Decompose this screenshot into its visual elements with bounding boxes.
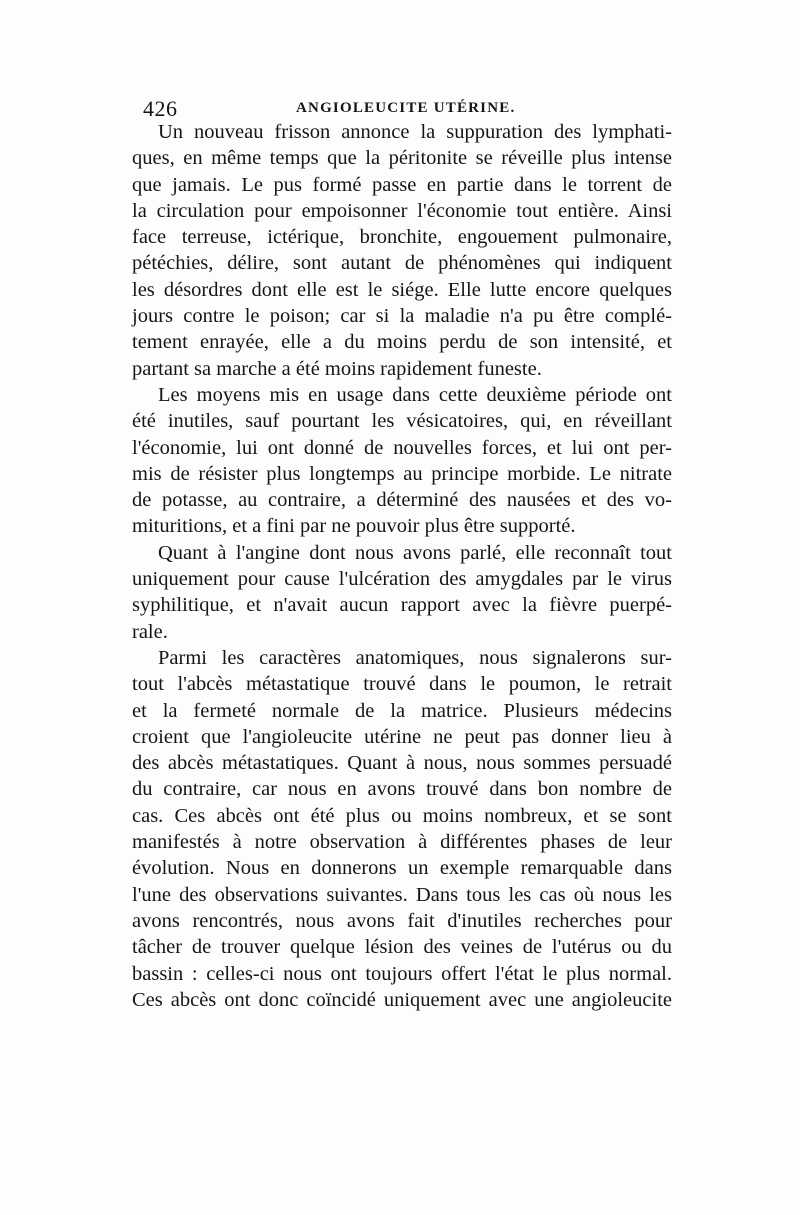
text-line: Quant à l'angine dont nous avons parlé, elle reconnaît tout [158, 541, 672, 564]
paragraph [132, 540, 672, 645]
running-title: ANGIOLEUCITE UTÉRINE. [296, 100, 516, 116]
text-line: rale. [132, 620, 168, 643]
text-line: partant sa marche a été moins rapidement funeste. [132, 357, 542, 380]
text-line: jours contre le poison; car si la maladie n'a pu être complé- [132, 305, 672, 328]
text-line: mituritions, et a fini par ne pouvoir plus être supporté. [132, 515, 576, 538]
text-line: tement enrayée, elle a du moins perdu de son intensité, et [132, 331, 672, 354]
text-line: et la fermeté normale de la matrice. Plusieurs médecins [132, 699, 672, 722]
text-line: face terreuse, ictérique, bronchite, engouement pulmonaire, [132, 226, 672, 249]
text-line: que jamais. Le pus formé passe en partie dans le torrent de [132, 173, 672, 196]
text-line: cas. Ces abcès ont été plus ou moins nombreux, et se sont [132, 804, 672, 827]
text-line: Les moyens mis en usage dans cette deuxième période ont [158, 383, 672, 406]
text-line: avons rencontrés, nous avons fait d'inutiles recherches pour [132, 909, 672, 932]
text-line: Parmi les caractères anatomiques, nous signalerons sur- [158, 646, 672, 669]
text-line: Ces abcès ont donc coïncidé uniquement avec une angioleucite [132, 988, 672, 1011]
text-line: ques, en même temps que la péritonite se réveille plus intense [132, 147, 672, 170]
body-text [132, 119, 672, 1013]
text-line: la circulation pour empoisonner l'économie tout entière. Ainsi [132, 199, 672, 222]
text-line: tâcher de trouver quelque lésion des veines de l'utérus ou du [132, 936, 672, 959]
text-line: été inutiles, sauf pourtant les vésicatoires, qui, en réveillant [132, 410, 672, 433]
text-line: mis de résister plus longtemps au principe morbide. Le nitrate [132, 462, 672, 485]
text-line: bassin : celles-ci nous ont toujours offert l'état le plus normal. [132, 962, 672, 985]
text-line: de potasse, au contraire, a déterminé des nausées et des vo- [132, 489, 672, 512]
text-line: uniquement pour cause l'ulcération des amygdales par le virus [132, 568, 672, 591]
text-line: évolution. Nous en donnerons un exemple remarquable dans [132, 857, 672, 880]
text-line: tout l'abcès métastatique trouvé dans le poumon, le retrait [132, 673, 672, 696]
paragraph [132, 382, 672, 540]
text-line: croient que l'angioleucite utérine ne peut pas donner lieu à [132, 725, 672, 748]
text-line: l'économie, lui ont donné de nouvelles forces, et lui ont per- [132, 436, 672, 459]
paragraph [132, 119, 672, 382]
paragraph [132, 645, 672, 1013]
text-line: pétéchies, délire, sont autant de phénomènes qui indiquent [132, 252, 672, 275]
text-line: manifestés à notre observation à différentes phases de leur [132, 831, 672, 854]
text-line: les désordres dont elle est le siége. Elle lutte encore quelques [132, 278, 672, 301]
text-line: du contraire, car nous en avons trouvé dans bon nombre de [132, 778, 672, 801]
text-line: des abcès métastatiques. Quant à nous, nous sommes persuadé [132, 752, 672, 775]
page-number: 426 [143, 96, 178, 121]
text-line: syphilitique, et n'avait aucun rapport avec la fièvre puerpé- [132, 594, 672, 617]
text-line: Un nouveau frisson annonce la suppuration des lymphati- [158, 121, 672, 143]
text-line: l'une des observations suivantes. Dans tous les cas où nous les [132, 883, 672, 906]
